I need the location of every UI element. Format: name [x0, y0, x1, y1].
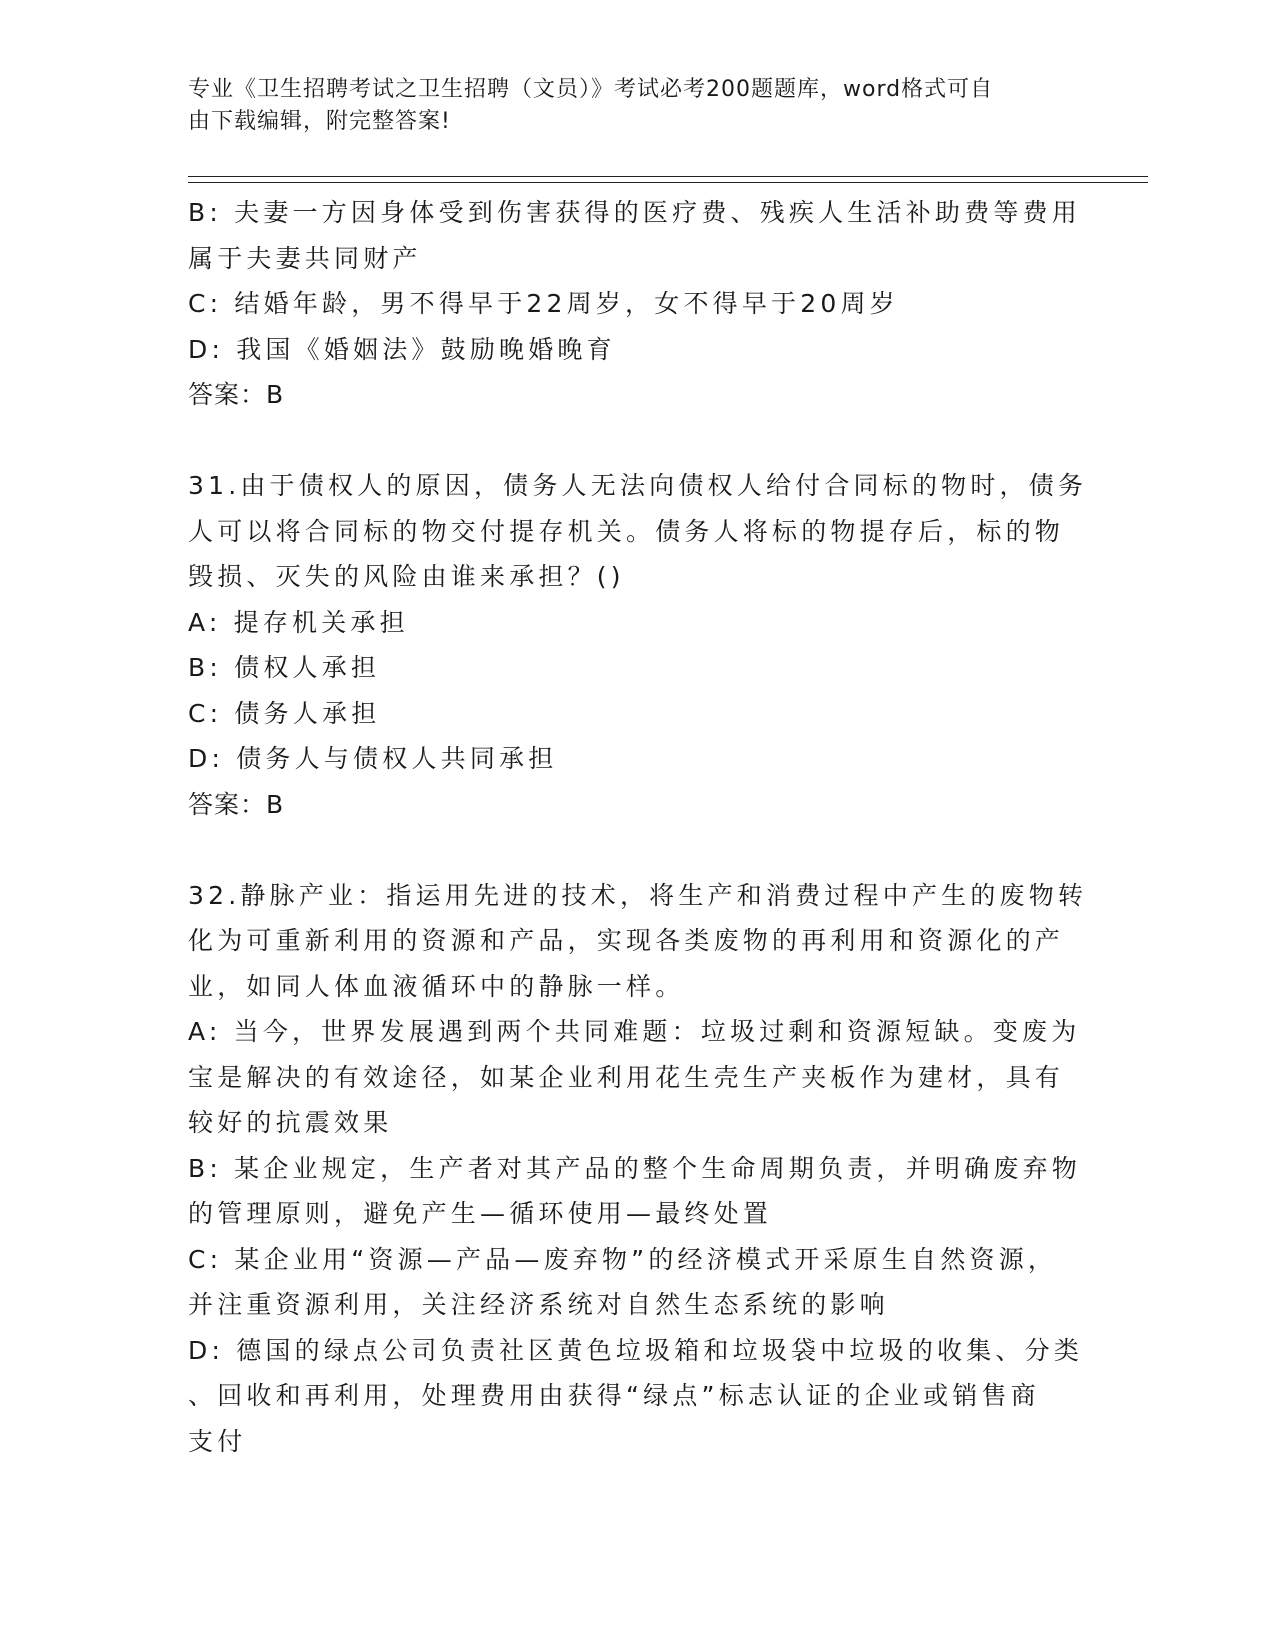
question-32-option-a-line-1: A: 当今，世界发展遇到两个共同难题：垃圾过剩和资源短缺。变废为: [188, 1017, 1081, 1046]
question-32-option-d-line-2: 、回收和再利用，处理费用由获得“绿点”标志认证的企业或销售商: [188, 1381, 1040, 1410]
spacer: [188, 827, 1078, 873]
question-32-option-d-line-1: D: 德国的绿点公司负责社区黄色垃圾箱和垃圾袋中垃圾的收集、分类: [188, 1335, 1084, 1365]
question-32-option-d-line-3: 支付: [188, 1426, 247, 1456]
question-32-option-a-line-3: 较好的抗震效果: [188, 1108, 393, 1137]
question-32-stem-line-3: 业，如同人体血液循环中的静脉一样。: [188, 971, 685, 1001]
question-32-option-b-line-2: 的管理原则，避免产生—循环使用—最终处置: [188, 1199, 773, 1228]
answer-line: 答案：B: [188, 380, 285, 409]
question-31-option-d: D: 债务人与债权人共同承担: [188, 744, 558, 773]
question-31-stem-line-2: 人可以将合同标的物交付提存机关。债务人将标的物提存后，标的物: [188, 516, 1065, 546]
document-body: [188, 190, 1088, 1464]
question-32-option-c-line-1: C: 某企业用“资源—产品—废弃物”的经济模式开采原生自然资源，: [188, 1244, 1058, 1274]
question-32-option-a-line-2: 宝是解决的有效途径，如某企业利用花生壳生产夹板作为建材，具有: [188, 1062, 1065, 1092]
question-31-answer: 答案：B: [188, 789, 285, 819]
question-32-stem-line-1: 32.静脉产业：指运用先进的技术，将生产和消费过程中产生的废物转: [188, 880, 1088, 910]
option-b-line-2: 属于夫妻共同财产: [188, 243, 422, 273]
option-b-line-1: B: 夫妻一方因身体受到伤害获得的医疗费、残疾人生活补助费等费用: [188, 198, 1081, 227]
question-31-stem-line-3: 毁损、灭失的风险由谁来承担？(): [188, 562, 625, 591]
question-32-option-c-line-2: 并注重资源利用，关注经济系统对自然生态系统的影响: [188, 1290, 889, 1319]
previous-question-block: [188, 190, 1081, 418]
option-c: C: 结婚年龄，男不得早于22周岁，女不得早于20周岁: [188, 289, 899, 318]
header-divider-top: [188, 176, 1148, 177]
document-header: [188, 74, 1088, 138]
option-d: D: 我国《婚姻法》鼓励晚婚晚育: [188, 334, 616, 364]
question-32-option-b-line-1: B: 某企业规定，生产者对其产品的整个生命周期负责，并明确废弃物: [188, 1153, 1081, 1183]
header-line-1: 专业《卫生招聘考试之卫生招聘（文员）》考试必考200题题库，word格式可自: [188, 77, 994, 102]
question-32-stem-line-2: 化为可重新利用的资源和产品，实现各类废物的再利用和资源化的产: [188, 926, 1065, 955]
question-31-option-b: B: 债权人承担: [188, 653, 381, 682]
question-31-option-c: C: 债务人承担: [188, 698, 381, 728]
question-31-stem-line-1: 31.由于债权人的原因，债务人无法向债权人给付合同标的物时，债务: [188, 471, 1088, 500]
question-32-block: [188, 873, 1088, 1465]
spacer: [188, 418, 1078, 464]
question-31-block: [188, 463, 1088, 827]
header-divider-bottom: [188, 182, 1148, 183]
header-line-2: 由下载编辑，附完整答案!: [188, 109, 451, 134]
question-31-option-a: A: 提存机关承担: [188, 607, 409, 637]
